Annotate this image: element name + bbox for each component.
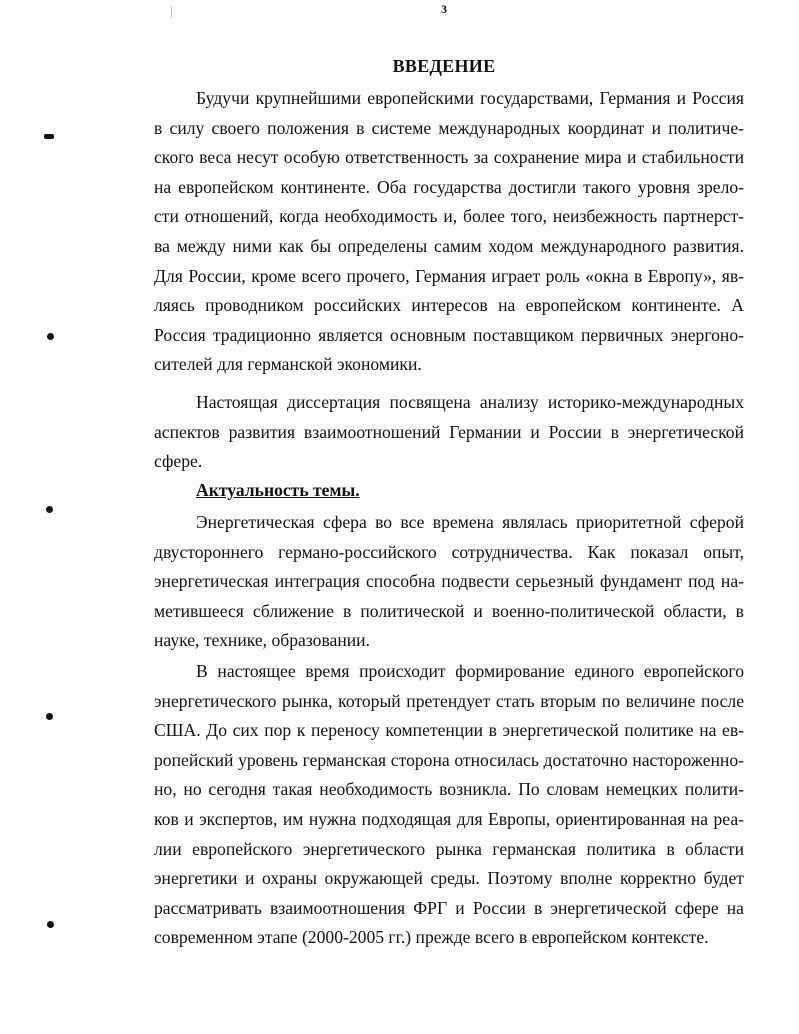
page-title: ВВЕДЕНИЕ [392,56,496,76]
text-line: Настоящая диссертация посвящена анализу историко-международных [196,392,744,412]
text-line: Энергетическая сфера во все времена являлась приоритетной сферой [196,512,744,532]
paragraph-relevance-1 [154,508,744,656]
section-heading-relevance: Актуальность темы. [196,480,360,500]
text-line: науке, технике, образовании. [154,630,370,651]
text-line: метившееся сближение в политической и военно-политической области, в [154,600,744,621]
binder-hole-mark [47,921,54,928]
binder-hole-mark [46,506,53,513]
text-line: в силу своего положения в системе международных координат и политиче- [154,117,744,138]
binder-hole-mark [44,134,54,139]
text-line: сителей для германской экономики. [154,354,422,375]
text-line: энергетического рынка, который претендует стать вторым по величине после [154,690,744,711]
page-number: 3 [441,2,447,16]
text-line: энергетическая интеграция способна подвести серьезный фундамент под на- [154,571,744,592]
text-line: ропейский уровень германская сторона относилась достаточно настороженно- [154,749,744,770]
text-line: ва между ними как бы определены самим ходом международного развития. [154,235,744,256]
text-line: ского веса несут особую ответственность за сохранение мира и стабильности [154,147,744,168]
text-line: рассматривать взаимоотношения ФРГ и России в энергетической сфере на [154,897,744,918]
text-line: сфере. [154,451,203,472]
text-line: двустороннего германо-российского сотрудничества. Как показал опыт, [154,541,744,562]
text-line: на европейском континенте. Оба государства достигли такого уровня зрело- [154,176,744,197]
paragraph-relevance-2 [154,657,744,953]
text-line: лии европейского энергетического рынка германская политика в области [154,838,744,859]
paragraph-intro-2 [154,388,744,477]
text-line: ляясь проводником российских интересов на европейском континенте. А [154,295,744,316]
text-line: энергетики и охраны окружающей среды. Поэтому вполне корректно будет [154,868,744,889]
text-line: Для России, кроме всего прочего, Германия играет роль «окна в Европу», яв- [154,265,744,286]
text-line: Россия традиционно является основным поставщиком первичных энергоно- [154,324,744,345]
paragraph-intro-1 [154,84,744,380]
binder-hole-mark [46,713,53,720]
text-line: В настоящее время происходит формирование единого европейского [196,661,744,681]
text-line: аспектов развития взаимоотношений Германии и России в энергетической [154,421,744,442]
binder-hole-mark [47,333,54,340]
text-line: сти отношений, когда необходимость и, более того, неизбежность партнерст- [154,206,744,227]
text-line: но, но сегодня такая необходимость возникла. По словам немецких полити- [154,779,744,800]
text-line: ков и экспертов, им нужна подходящая для Европы, ориентированная на реа- [154,808,744,829]
text-line: США. До сих пор к переносу компетенции в энергетической политике на ев- [154,720,744,741]
text-line: Будучи крупнейшими европейскими государствами, Германия и Россия [196,88,744,108]
text-line: современном этапе (2000-2005 гг.) прежде всего в европейском контексте. [154,927,709,948]
